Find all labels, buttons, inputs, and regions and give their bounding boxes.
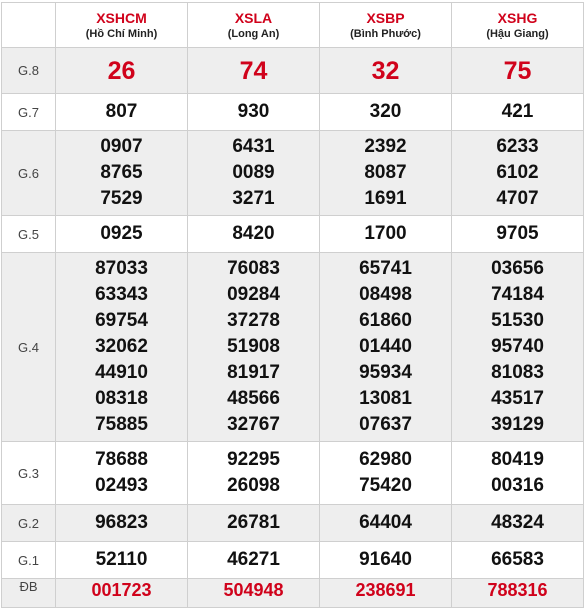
prize-number: 48324: [491, 512, 544, 533]
prize-number: 74184: [491, 284, 544, 305]
header-corner: [2, 3, 56, 48]
header-row: [2, 3, 584, 48]
result-cell: [452, 216, 584, 253]
special-prize-number: 788316: [487, 580, 548, 600]
prize-number: 78688: [95, 449, 148, 470]
result-cell: [452, 131, 584, 216]
result-cell: [320, 442, 452, 505]
prize-number: 1691: [364, 188, 407, 209]
province-name: (Hồ Chí Minh): [85, 27, 158, 40]
special-prize-number: 001723: [91, 580, 152, 600]
result-cell: [320, 94, 452, 131]
result-cell: [452, 442, 584, 505]
prize-number: 80419: [491, 449, 544, 470]
result-cell: [452, 542, 584, 579]
prize-number: 48566: [227, 388, 280, 409]
prize-number: 95740: [491, 336, 544, 357]
prize-row-g2: [2, 505, 584, 542]
result-cell: [56, 216, 188, 253]
result-cell: [320, 216, 452, 253]
prize-number: 00316: [491, 475, 544, 496]
result-cell: [320, 253, 452, 442]
prize-number: 320: [369, 101, 402, 122]
prize-number: 64404: [359, 512, 412, 533]
prize-number: 0089: [232, 162, 275, 183]
prize-label: G.2: [2, 505, 56, 542]
result-cell: [188, 505, 320, 542]
province-name: (Bình Phước): [350, 27, 421, 40]
province-name: (Hậu Giang): [486, 27, 549, 40]
prize-number: 52110: [95, 549, 148, 570]
province-code[interactable]: XSHCM: [96, 9, 147, 26]
prize-number: 03656: [491, 258, 544, 279]
prize-number: 76083: [227, 258, 280, 279]
prize-label: G.6: [2, 131, 56, 216]
prize-number: 81083: [491, 362, 544, 383]
prize-number: 2392: [364, 136, 407, 157]
result-cell: [452, 48, 584, 94]
result-cell: [320, 505, 452, 542]
prize-number: 37278: [227, 310, 280, 331]
prize-number: 13081: [359, 388, 412, 409]
prize-number: 7529: [100, 188, 143, 209]
prize-number: 46271: [227, 549, 280, 570]
prize-label: G.5: [2, 216, 56, 253]
result-cell: [56, 253, 188, 442]
prize-row-g7: [2, 94, 584, 131]
result-cell: [56, 442, 188, 505]
prize-number: 32062: [95, 336, 148, 357]
prize-number: 08318: [95, 388, 148, 409]
prize-number: 75885: [95, 414, 148, 435]
result-cell: [320, 542, 452, 579]
prize-number: 421: [501, 101, 534, 122]
prize-number: 32767: [227, 414, 280, 435]
result-cell: [188, 216, 320, 253]
prize-number: 01440: [359, 336, 412, 357]
prize-number: 07637: [359, 414, 412, 435]
province-code[interactable]: XSBP: [366, 9, 405, 26]
prize-label: G.7: [2, 94, 56, 131]
prize-number: 26098: [227, 475, 280, 496]
prize-number: 6233: [496, 136, 539, 157]
special-prize-number: 504948: [223, 580, 284, 600]
prize-number: 0925: [100, 223, 143, 244]
result-cell: [56, 505, 188, 542]
prize-number: 930: [237, 101, 270, 122]
result-cell: [188, 542, 320, 579]
prize-number: 8420: [232, 223, 275, 244]
prize-number: 51530: [491, 310, 544, 331]
prize-number: 32: [371, 56, 400, 85]
prize-number: 3271: [232, 188, 275, 209]
prize-number: 92295: [227, 449, 280, 470]
prize-number: 95934: [359, 362, 412, 383]
result-cell: [188, 131, 320, 216]
prize-row-g6: [2, 131, 584, 216]
prize-number: 4707: [496, 188, 539, 209]
result-cell: [56, 94, 188, 131]
prize-number: 26: [107, 56, 136, 85]
province-code[interactable]: XSHG: [497, 9, 538, 26]
prize-number: 1700: [364, 223, 407, 244]
prize-number: 6102: [496, 162, 539, 183]
prize-label: G.8: [2, 48, 56, 94]
prize-row-g1: [2, 542, 584, 579]
prize-number: 61860: [359, 310, 412, 331]
prize-number: 6431: [232, 136, 275, 157]
prize-number: 96823: [95, 512, 148, 533]
prize-number: 0907: [100, 136, 143, 157]
prize-number: 51908: [227, 336, 280, 357]
prize-number: 74: [239, 56, 268, 85]
result-cell: [452, 505, 584, 542]
result-cell: [56, 131, 188, 216]
prize-number: 62980: [359, 449, 412, 470]
prize-row-g8: [2, 48, 584, 94]
result-cell: [188, 442, 320, 505]
prize-row-g4: [2, 253, 584, 442]
result-cell: [320, 131, 452, 216]
prize-number: 8765: [100, 162, 143, 183]
prize-number: 39129: [491, 414, 544, 435]
province-header-bp[interactable]: [320, 3, 452, 48]
prize-number: 44910: [95, 362, 148, 383]
result-cell: [320, 48, 452, 94]
result-cell: [320, 579, 452, 608]
province-header-hg[interactable]: [452, 3, 584, 48]
result-cell: [452, 94, 584, 131]
prize-number: 69754: [95, 310, 148, 331]
prize-number: 807: [105, 101, 138, 122]
prize-number: 66583: [491, 549, 544, 570]
prize-row-g5: [2, 216, 584, 253]
prize-row-special: [2, 579, 584, 608]
result-cell: [452, 253, 584, 442]
prize-number: 8087: [364, 162, 407, 183]
prize-number: 75420: [359, 475, 412, 496]
lottery-results-table: [1, 2, 584, 608]
result-cell: [188, 48, 320, 94]
prize-number: 02493: [95, 475, 148, 496]
province-header-la[interactable]: [188, 3, 320, 48]
result-cell: [56, 542, 188, 579]
result-cell: [188, 579, 320, 608]
prize-number: 43517: [491, 388, 544, 409]
prize-number: 75: [503, 56, 532, 85]
special-prize-number: 238691: [355, 580, 416, 600]
result-cell: [188, 94, 320, 131]
result-cell: [188, 253, 320, 442]
prize-number: 91640: [359, 549, 412, 570]
result-cell: [56, 579, 188, 608]
prize-number: 9705: [496, 223, 539, 244]
prize-number: 26781: [227, 512, 280, 533]
prize-label: G.1: [2, 542, 56, 579]
prize-number: 09284: [227, 284, 280, 305]
result-cell: [56, 48, 188, 94]
prize-label: G.3: [2, 442, 56, 505]
prize-label: G.4: [2, 253, 56, 442]
province-code[interactable]: XSLA: [234, 9, 273, 26]
prize-number: 63343: [95, 284, 148, 305]
prize-row-g3: [2, 442, 584, 505]
prize-number: 65741: [359, 258, 412, 279]
prize-label: ĐB: [2, 579, 56, 608]
result-cell: [452, 579, 584, 608]
prize-number: 81917: [227, 362, 280, 383]
prize-number: 08498: [359, 284, 412, 305]
province-header-hcm[interactable]: [56, 3, 188, 48]
prize-number: 87033: [95, 258, 148, 279]
province-name: (Long An): [227, 27, 280, 40]
